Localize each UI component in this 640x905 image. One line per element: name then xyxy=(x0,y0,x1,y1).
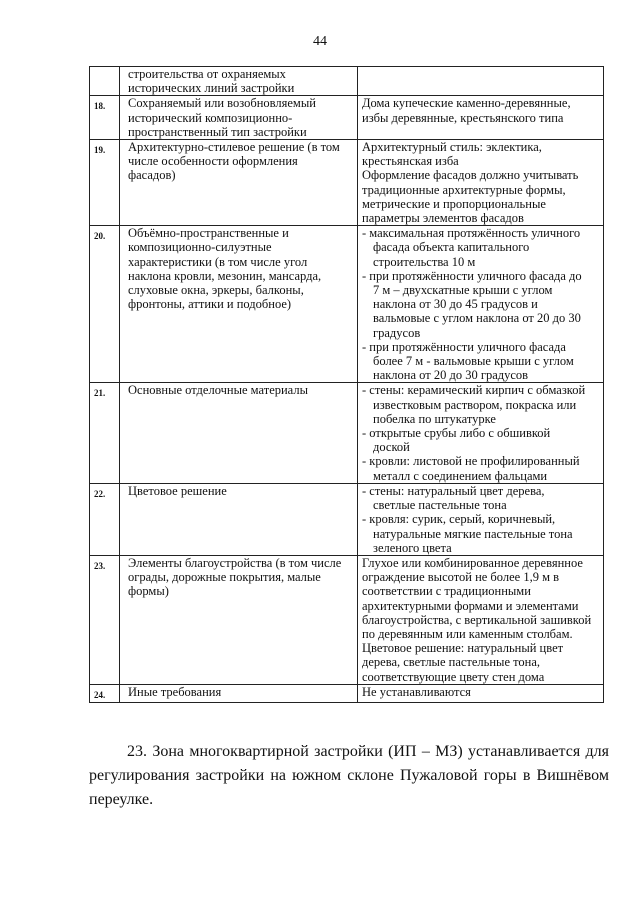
value-cell xyxy=(358,226,604,383)
value-line: известковым раствором, покраска или xyxy=(373,397,577,412)
parameter-cell xyxy=(120,67,358,96)
value-line: благоустройства, с вертикальной зашивкой xyxy=(362,612,592,627)
table-row xyxy=(90,140,604,226)
table-row xyxy=(90,67,604,96)
value-line: 7 м – двухскатные крыши с углом xyxy=(373,283,553,298)
table-row xyxy=(90,96,604,140)
value-line: металл с соединением фальцами xyxy=(373,468,548,483)
parameter-cell xyxy=(120,483,358,555)
value-line: натуральные мягкие пастельные тона xyxy=(373,526,573,541)
page-number: 44 xyxy=(313,34,327,49)
row-number: 24. xyxy=(90,684,120,702)
value-cell xyxy=(358,67,604,96)
parameter-line: пространственный тип застройки xyxy=(128,124,307,139)
table-row xyxy=(90,383,604,483)
table-row xyxy=(90,483,604,555)
parameter-line: Сохраняемый или возобновляемый xyxy=(128,96,316,111)
value-line: вальмовые с углом наклона от 20 до 30 xyxy=(373,311,581,326)
row-number: 23. xyxy=(90,555,120,684)
value-line: наклона от 30 до 45 градусов и xyxy=(373,297,538,312)
row-number: 22. xyxy=(90,483,120,555)
value-line: Глухое или комбинированное деревянное xyxy=(362,555,583,570)
value-line: - открытые срубы либо с обшивкой xyxy=(362,426,551,441)
value-line: - при протяжённости уличного фасада xyxy=(362,339,566,354)
parameter-cell xyxy=(120,140,358,226)
parameter-line: характеристики (в том числе угол xyxy=(128,254,308,269)
table-row xyxy=(90,555,604,684)
value-cell xyxy=(358,96,604,140)
parameter-line: ограды, дорожные покрытия, малые xyxy=(128,570,321,585)
value-line: фасада объекта капитального xyxy=(373,240,530,255)
row-number: 19. xyxy=(90,140,120,226)
row-number: 20. xyxy=(90,226,120,383)
table-row xyxy=(90,684,604,702)
requirements-table xyxy=(89,66,604,703)
parameter-line: Объёмно-пространственные и xyxy=(128,226,289,241)
row-number: 21. xyxy=(90,383,120,483)
value-line: наклона от 20 до 30 градусов xyxy=(373,368,529,383)
value-line: - кровли: листовой не профилированный xyxy=(362,454,580,469)
value-line: избы деревянные, крестьянского типа xyxy=(362,110,564,125)
value-line: ограждение высотой не более 1,9 м в xyxy=(362,570,560,585)
value-line: дерева, светлые пастельные тона, xyxy=(362,655,541,670)
row-number: 18. xyxy=(90,96,120,140)
parameter-line: композиционно-силуэтные xyxy=(128,240,272,255)
parameter-line: слуховые окна, эркеры, балконы, xyxy=(128,283,304,298)
value-line: Дома купеческие каменно-деревянные, xyxy=(362,96,571,111)
value-line: по деревянным или каменным столбам. xyxy=(362,626,573,641)
value-line: - при протяжённости уличного фасада до xyxy=(362,268,582,283)
parameter-line: строительства от охраняемых xyxy=(128,67,286,81)
value-line: - стены: керамический кирпич с обмазкой xyxy=(362,383,586,398)
value-line: соответствии с традиционными xyxy=(362,584,531,599)
value-cell xyxy=(358,555,604,684)
value-line: соответствующие цвету стен дома xyxy=(362,669,545,684)
parameter-line: Цветовое решение xyxy=(128,483,227,498)
parameter-line: исторический композиционно- xyxy=(128,110,293,125)
parameter-line: числе особенности оформления xyxy=(128,154,298,169)
parameter-line: Основные отделочные материалы xyxy=(128,383,308,398)
table-row xyxy=(90,226,604,383)
parameter-line: Элементы благоустройства (в том числе xyxy=(128,555,342,570)
parameter-cell xyxy=(120,96,358,140)
value-line: архитектурными формами и элементами xyxy=(362,598,579,613)
value-cell xyxy=(358,140,604,226)
value-cell xyxy=(358,483,604,555)
value-line: Не устанавливаются xyxy=(362,684,471,699)
value-line: более 7 м - вальмовые крыши с углом xyxy=(373,354,574,369)
value-line: Архитектурный стиль: эклектика, xyxy=(362,140,542,155)
value-line: - максимальная протяжённость уличного xyxy=(362,226,581,241)
zone-paragraph xyxy=(89,740,609,812)
parameter-cell xyxy=(120,684,358,702)
value-line: зеленого цвета xyxy=(373,540,452,555)
row-number xyxy=(90,67,120,96)
value-line: градусов xyxy=(373,325,421,340)
value-line: традиционные архитектурные формы, xyxy=(362,182,566,197)
value-cell xyxy=(358,383,604,483)
parameter-line: фасадов) xyxy=(128,168,176,183)
value-line: крестьянская изба xyxy=(362,154,459,169)
value-line: метрические и пропорциональные xyxy=(362,196,546,211)
value-line: побелка по штукатурке xyxy=(373,411,496,426)
parameter-line: наклона кровли, мезонин, мансарда, xyxy=(128,268,322,283)
value-line: - стены: натуральный цвет дерева, xyxy=(362,483,545,498)
value-line: Оформление фасадов должно учитывать xyxy=(362,168,579,183)
parameter-line: исторических линий застройки xyxy=(128,81,295,96)
value-line: Цветовое решение: натуральный цвет xyxy=(362,641,564,656)
parameter-line: Архитектурно-стилевое решение (в том xyxy=(128,140,340,155)
value-line: доской xyxy=(373,440,410,455)
parameter-line: формы) xyxy=(128,584,169,599)
parameter-cell xyxy=(120,226,358,383)
value-line: параметры элементов фасадов xyxy=(362,211,524,226)
value-line: светлые пастельные тона xyxy=(373,498,507,513)
value-line: строительства 10 м xyxy=(373,254,476,269)
parameter-cell xyxy=(120,555,358,684)
parameter-line: Иные требования xyxy=(128,684,222,699)
value-cell xyxy=(358,684,604,702)
value-line: - кровля: сурик, серый, коричневый, xyxy=(362,512,556,527)
zone-paragraph-text: 23. Зона многоквартирной застройки (ИП – МЗ) устанавливается для регулирования застройки на южном склоне Пужаловой горы в Вишнёвом переулке. xyxy=(89,743,609,808)
parameter-cell xyxy=(120,383,358,483)
parameter-line: фронтоны, аттики и подобное) xyxy=(128,297,292,312)
